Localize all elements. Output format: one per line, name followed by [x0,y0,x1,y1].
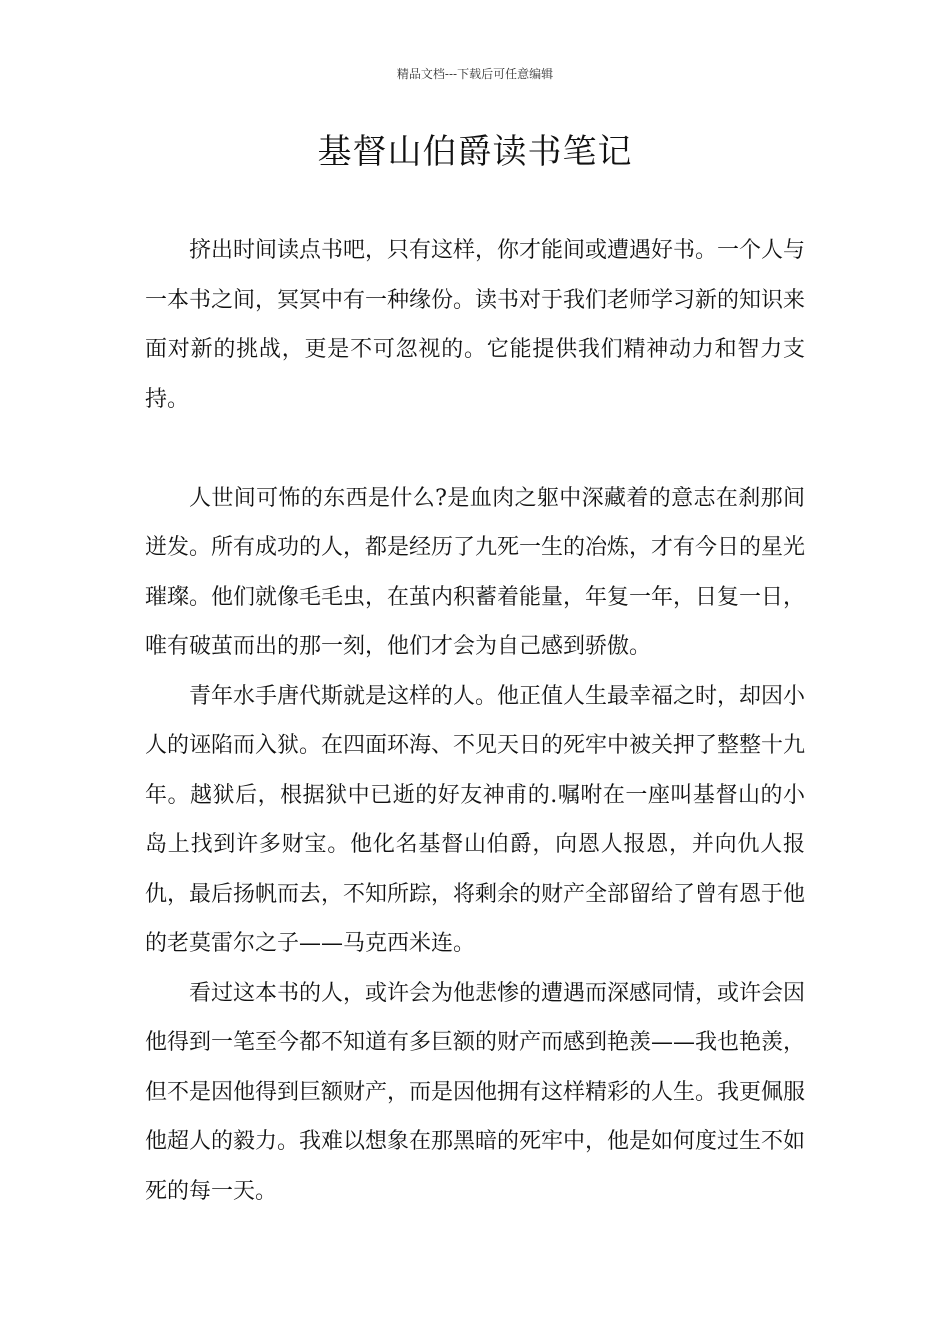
paragraph-gap [145,424,805,474]
paragraph-4: 看过这本书的人，或许会为他悲惨的遭遇而深感同情，或许会因他得到一笔至今都不知道有多巨额的财产而感到艳羡——我也艳羡，但不是因他得到巨额财产，而是因他拥有这样精彩的人生。我更佩服他超人的毅力。我难以想象在那黑暗的死牢中，他是如何度过生不如死的每一天。 [145,980,806,1204]
page-title: 基督山伯爵读书笔记 [317,132,633,172]
document-body [145,226,805,1216]
header-note: 精品文档---下载后可任意编辑 [396,67,554,81]
paragraph-2: 人世间可怖的东西是什么?是血肉之躯中深藏着的意志在刹那间迸发。所有成功的人，都是经历了九死一生的冶炼，才有今日的星光璀璨。他们就像毛毛虫，在茧内积蓄着能量，年复一年，日复一日，唯有破茧而出的那一刻，他们才会为自己感到骄傲。 [145,485,806,659]
paragraph-1: 挤出时间读点书吧，只有这样，你才能间或遭遇好书。一个人与一本书之间，冥冥中有一种缘份。读书对于我们老师学习新的知识来面对新的挑战，更是不可忽视的。它能提供我们精神动力和智力支持。 [145,238,806,412]
paragraph-3: 青年水手唐代斯就是这样的人。他正值人生最幸福之时，却因小人的诬陷而入狱。在四面环海、不见天日的死牢中被关押了整整十九年。越狱后，根据狱中已逝的好友神甫的.嘱咐在一座叫基督山的小岛上找到许多财宝。他化名基督山伯爵，向恩人报恩，并向仇人报仇，最后扬帆而去，不知所踪，将剩余的财产全部留给了曾有恩于他的老莫雷尔之子——马克西米连。 [145,683,806,956]
